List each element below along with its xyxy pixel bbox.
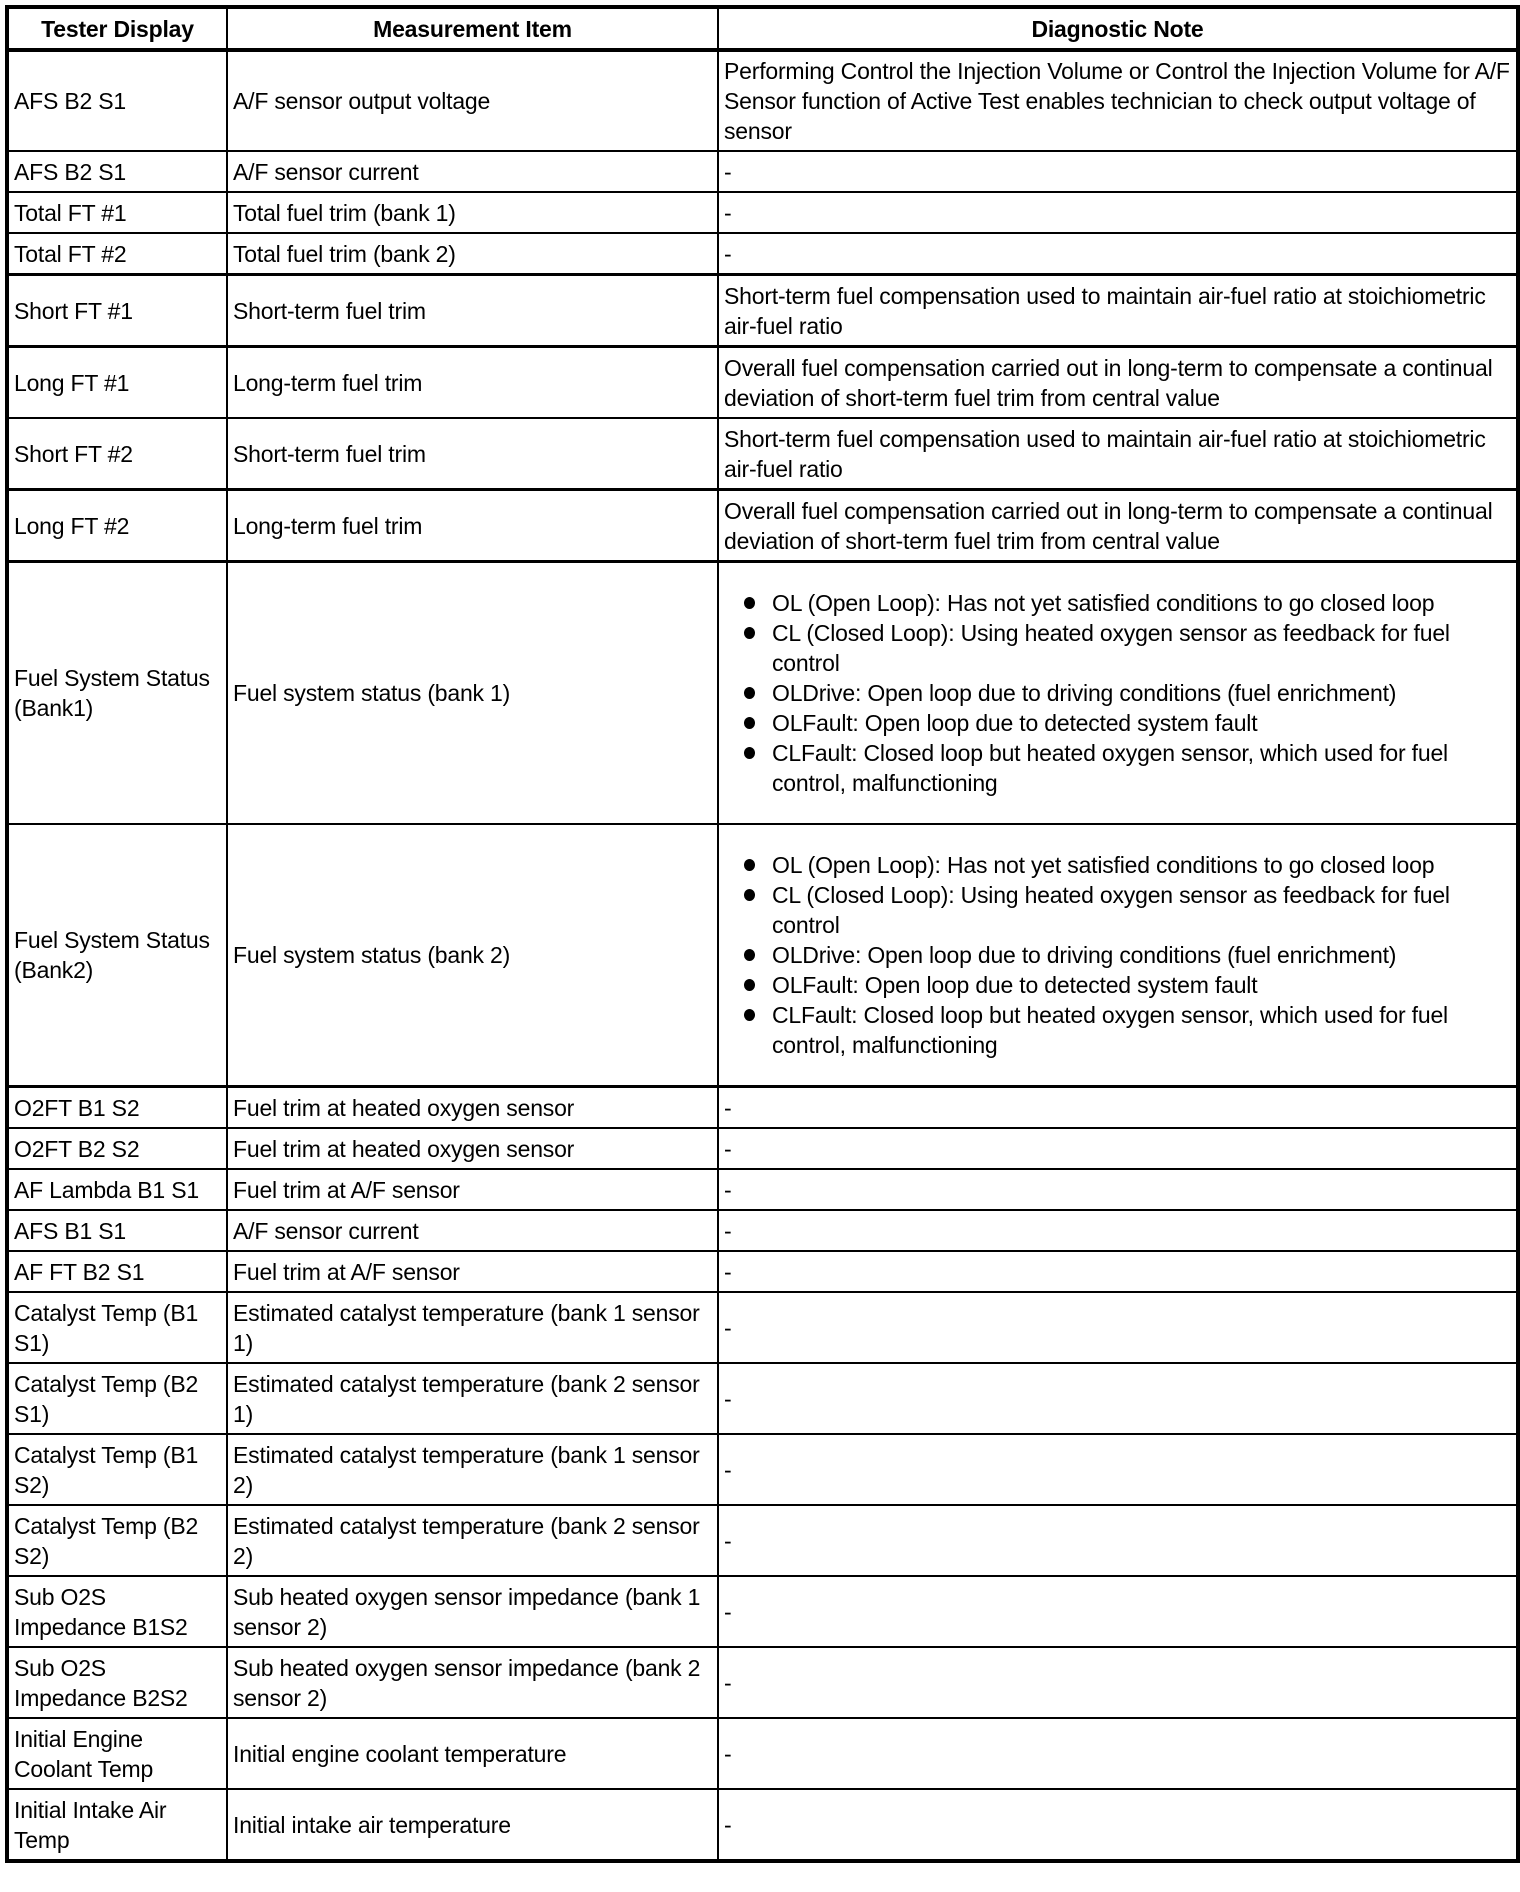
tester-display-table [5,5,1520,1863]
measurement-item-cell: Short-term fuel trim [227,418,718,490]
measurement-item-cell: Fuel trim at A/F sensor [227,1251,718,1292]
measurement-item-cell: Long-term fuel trim [227,347,718,419]
tester-display-cell: Sub O2S Impedance B1S2 [7,1576,227,1647]
table-row [7,233,1518,275]
tester-display-cell: Short FT #2 [7,418,227,490]
diagnostic-note-cell: Overall fuel compensation carried out in long-term to compensate a continual deviation of short-term fuel trim from central value [718,347,1518,419]
diagnostic-note-cell: - [718,1210,1518,1251]
tester-display-cell: Sub O2S Impedance B2S2 [7,1647,227,1718]
measurement-item-cell: Long-term fuel trim [227,490,718,562]
list-item: CL (Closed Loop): Using heated oxygen sensor as feedback for fuel control [724,618,1511,678]
diagnostic-note-cell [718,562,1518,825]
table-row [7,192,1518,233]
tester-display-cell: Catalyst Temp (B2 S1) [7,1363,227,1434]
diagnostic-note-cell: - [718,1169,1518,1210]
bullet-icon [744,627,755,639]
measurement-item-cell: Estimated catalyst temperature (bank 2 sensor 1) [227,1363,718,1434]
measurement-item-cell: Estimated catalyst temperature (bank 1 sensor 2) [227,1434,718,1505]
diagnostic-note-cell: - [718,233,1518,275]
fuel-status-list [724,850,1511,1060]
table-row [7,1087,1518,1129]
table-header-row [7,7,1518,50]
bullet-icon [744,979,755,991]
bullet-icon [744,1009,755,1021]
table-row [7,347,1518,419]
tester-display-cell: Fuel System Status (Bank2) [7,824,227,1087]
measurement-item-cell: Initial intake air temperature [227,1789,718,1861]
measurement-item-cell: Fuel trim at heated oxygen sensor [227,1087,718,1129]
header-diagnostic-note: Diagnostic Note [718,7,1518,50]
diagnostic-note-cell: - [718,1128,1518,1169]
table-row [7,1292,1518,1363]
table-row [7,275,1518,347]
table-row [7,1505,1518,1576]
bullet-icon [744,949,755,961]
measurement-item-cell: Estimated catalyst temperature (bank 1 sensor 1) [227,1292,718,1363]
bullet-icon [744,889,755,901]
table-row [7,1434,1518,1505]
measurement-item-cell: A/F sensor current [227,1210,718,1251]
tester-display-cell: Initial Intake Air Temp [7,1789,227,1861]
table-row [7,1647,1518,1718]
list-item: OLDrive: Open loop due to driving conditions (fuel enrichment) [724,678,1511,708]
tester-display-cell: Long FT #2 [7,490,227,562]
table-row [7,1210,1518,1251]
diagnostic-note-cell [718,824,1518,1087]
measurement-item-cell: Sub heated oxygen sensor impedance (bank 1 sensor 2) [227,1576,718,1647]
diagnostic-note-cell: - [718,1363,1518,1434]
tester-display-cell: Initial Engine Coolant Temp [7,1718,227,1789]
list-item: OLDrive: Open loop due to driving conditions (fuel enrichment) [724,940,1511,970]
list-item: CL (Closed Loop): Using heated oxygen sensor as feedback for fuel control [724,880,1511,940]
bullet-icon [744,717,755,729]
table-row [7,50,1518,151]
list-item: CLFault: Closed loop but heated oxygen sensor, which used for fuel control, malfunctioning [724,738,1511,798]
diagnostic-note-cell: - [718,1647,1518,1718]
measurement-item-cell: A/F sensor current [227,151,718,192]
bullet-icon [744,747,755,759]
table-row [7,824,1518,1087]
measurement-item-cell: Total fuel trim (bank 2) [227,233,718,275]
diagnostic-note-cell: - [718,1505,1518,1576]
measurement-item-cell: Sub heated oxygen sensor impedance (bank 2 sensor 2) [227,1647,718,1718]
header-measurement-item: Measurement Item [227,7,718,50]
tester-display-cell: Long FT #1 [7,347,227,419]
list-item: CLFault: Closed loop but heated oxygen sensor, which used for fuel control, malfunctioning [724,1000,1511,1060]
list-item: OLFault: Open loop due to detected system fault [724,970,1511,1000]
tester-display-cell: Total FT #1 [7,192,227,233]
tester-display-cell: AF FT B2 S1 [7,1251,227,1292]
measurement-item-cell: A/F sensor output voltage [227,50,718,151]
tester-display-cell: AF Lambda B1 S1 [7,1169,227,1210]
tester-display-cell: O2FT B1 S2 [7,1087,227,1129]
diagnostic-note-cell: - [718,192,1518,233]
diagnostic-note-cell: Performing Control the Injection Volume or Control the Injection Volume for A/F Sensor function of Active Test enables technician to check output voltage of sensor [718,50,1518,151]
diagnostic-note-cell: Overall fuel compensation carried out in long-term to compensate a continual deviation of short-term fuel trim from central value [718,490,1518,562]
measurement-item-cell: Fuel system status (bank 2) [227,824,718,1087]
bullet-icon [744,687,755,699]
table-row [7,1363,1518,1434]
table-row [7,490,1518,562]
diagnostic-note-cell: Short-term fuel compensation used to maintain air-fuel ratio at stoichiometric air-fuel ratio [718,418,1518,490]
diagnostic-note-cell: - [718,1292,1518,1363]
list-item: OL (Open Loop): Has not yet satisfied conditions to go closed loop [724,850,1511,880]
bullet-icon [744,859,755,871]
bullet-icon [744,597,755,609]
tester-display-cell: Catalyst Temp (B2 S2) [7,1505,227,1576]
measurement-item-cell: Fuel trim at heated oxygen sensor [227,1128,718,1169]
table-row [7,151,1518,192]
diagnostic-note-cell: - [718,1789,1518,1861]
measurement-item-cell: Initial engine coolant temperature [227,1718,718,1789]
table-row [7,418,1518,490]
list-item: OLFault: Open loop due to detected system fault [724,708,1511,738]
fuel-status-list [724,588,1511,798]
diagnostic-note-cell: Short-term fuel compensation used to maintain air-fuel ratio at stoichiometric air-fuel ratio [718,275,1518,347]
diagnostic-note-cell: - [718,151,1518,192]
measurement-item-cell: Total fuel trim (bank 1) [227,192,718,233]
tester-display-cell: O2FT B2 S2 [7,1128,227,1169]
tester-display-cell: AFS B2 S1 [7,50,227,151]
diagnostic-note-cell: - [718,1434,1518,1505]
measurement-item-cell: Estimated catalyst temperature (bank 2 sensor 2) [227,1505,718,1576]
list-item: OL (Open Loop): Has not yet satisfied conditions to go closed loop [724,588,1511,618]
measurement-item-cell: Short-term fuel trim [227,275,718,347]
diagnostic-note-cell: - [718,1251,1518,1292]
diagnostic-note-cell: - [718,1087,1518,1129]
tester-display-cell: Fuel System Status (Bank1) [7,562,227,825]
table-row [7,1576,1518,1647]
measurement-item-cell: Fuel system status (bank 1) [227,562,718,825]
tester-display-cell: AFS B2 S1 [7,151,227,192]
tester-display-cell: Short FT #1 [7,275,227,347]
measurement-item-cell: Fuel trim at A/F sensor [227,1169,718,1210]
table-row [7,1251,1518,1292]
diagnostic-note-cell: - [718,1718,1518,1789]
tester-display-cell: Catalyst Temp (B1 S1) [7,1292,227,1363]
tester-display-cell: AFS B1 S1 [7,1210,227,1251]
table-row [7,1169,1518,1210]
table-row [7,562,1518,825]
tester-display-cell: Total FT #2 [7,233,227,275]
table-row [7,1718,1518,1789]
tester-display-cell: Catalyst Temp (B1 S2) [7,1434,227,1505]
table-row [7,1128,1518,1169]
table-row [7,1789,1518,1861]
diagnostic-note-cell: - [718,1576,1518,1647]
header-tester-display: Tester Display [7,7,227,50]
